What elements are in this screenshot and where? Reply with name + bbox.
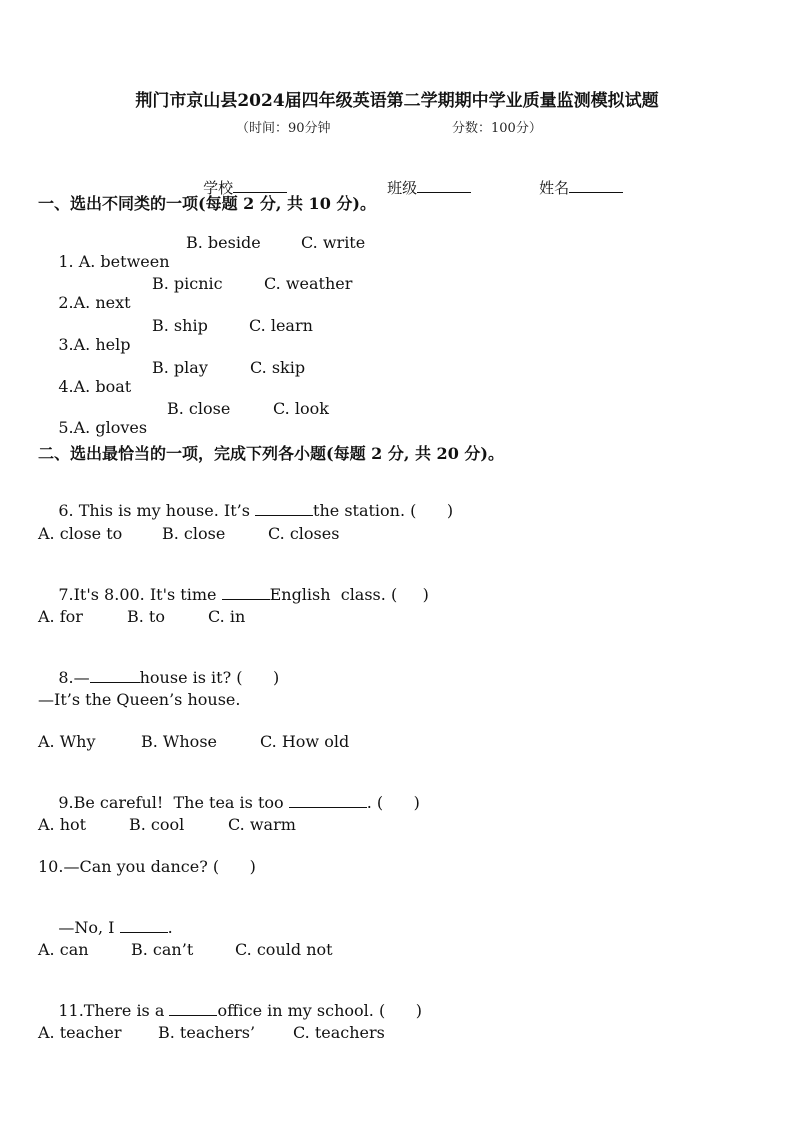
question-10: 10.—Can you dance? ( ): [38, 857, 256, 876]
q7-stem-start: 7.It's 8.00. It's time: [58, 585, 222, 604]
q11-option-c: C. teachers: [293, 1023, 385, 1042]
q1-option-b: B. beside: [186, 233, 261, 252]
q9-stem-start: 9.Be careful! The tea is too: [58, 793, 289, 812]
q8-option-a: A. Why: [38, 732, 96, 751]
q3-option-c: C. learn: [249, 316, 313, 335]
q3-number: 3.: [58, 335, 74, 354]
q6-option-a: A. close to: [38, 524, 123, 543]
q5-option-b: B. close: [167, 399, 231, 418]
q5-option-c: C. look: [273, 399, 329, 418]
q6-option-c: C. closes: [268, 524, 340, 543]
q10-option-a: A. can: [38, 940, 89, 959]
q8-option-b: B. Whose: [141, 732, 217, 751]
q6-stem-start: 6. This is my house. It’s: [58, 501, 256, 520]
q4-number: 4.: [58, 377, 74, 396]
q8-stem-start: 8.—: [58, 668, 90, 687]
q7-blank[interactable]: [222, 585, 270, 600]
exam-title: 荆门市京山县2024届四年级英语第二学期期中学业质量监测模拟试题: [135, 91, 659, 111]
class-label: 班级: [387, 179, 418, 197]
q9-option-c: C. warm: [228, 815, 296, 834]
q2-number: 2.: [58, 293, 74, 312]
section-2-heading: 二、选出最恰当的一项，完成下列各小题(每题 2 分, 共 20 分)。: [38, 444, 504, 463]
q10-option-b: B. can’t: [131, 940, 194, 959]
q7-stem-end: English class. ( ): [269, 585, 429, 604]
q11-stem-end: office in my school. ( ): [217, 1001, 422, 1020]
q4-option-b: B. play: [152, 358, 208, 377]
exam-time: （时间：90分钟: [236, 121, 331, 136]
q9-blank[interactable]: [289, 793, 367, 808]
name-field: [520, 159, 623, 216]
q10-blank[interactable]: [120, 918, 168, 933]
q11-stem-start: 11.There is a: [58, 1001, 170, 1020]
q11-blank[interactable]: [169, 1001, 217, 1016]
q6-option-b: B. close: [162, 524, 226, 543]
q8-blank[interactable]: [90, 668, 140, 683]
q3-option-b: B. ship: [152, 316, 208, 335]
class-blank[interactable]: [417, 178, 471, 193]
q1-option-a: A. between: [78, 252, 170, 271]
name-blank[interactable]: [569, 178, 623, 193]
name-label: 姓名: [539, 179, 570, 197]
q4-option-c: C. skip: [250, 358, 306, 377]
q10-reply-end: .: [167, 918, 173, 937]
q1-number: 1.: [58, 252, 79, 271]
q9-stem-end: . ( ): [366, 793, 420, 812]
q4-option-a: A. boat: [73, 377, 132, 396]
q8-stem-end: house is it? ( ): [139, 668, 280, 687]
q9-option-b: B. cool: [129, 815, 185, 834]
school-label: 学校: [203, 179, 234, 197]
q6-blank[interactable]: [255, 501, 313, 516]
q8-reply: —It’s the Queen’s house.: [38, 690, 241, 709]
q7-option-c: C. in: [208, 607, 246, 626]
q10-reply-start: —No, I: [58, 918, 120, 937]
q7-option-b: B. to: [127, 607, 165, 626]
q5-option-a: A. gloves: [73, 418, 148, 437]
section-1-heading: 一、选出不同类的一项(每题 2 分, 共 10 分)。: [38, 194, 376, 213]
q8-option-c: C. How old: [260, 732, 350, 751]
q11-option-b: B. teachers’: [158, 1023, 256, 1042]
q2-option-c: C. weather: [264, 274, 353, 293]
q6-stem-end: the station. ( ): [313, 501, 454, 520]
q2-option-b: B. picnic: [152, 274, 223, 293]
exam-score: 分数：100分）: [452, 121, 542, 136]
q7-option-a: A. for: [38, 607, 83, 626]
q2-option-a: A. next: [73, 293, 131, 312]
q1-option-c: C. write: [301, 233, 366, 252]
q10-option-c: C. could not: [235, 940, 333, 959]
q9-option-a: A. hot: [38, 815, 87, 834]
q5-number: 5.: [58, 418, 74, 437]
q11-option-a: A. teacher: [38, 1023, 122, 1042]
q3-option-a: A. help: [73, 335, 131, 354]
class-field: [368, 159, 471, 216]
